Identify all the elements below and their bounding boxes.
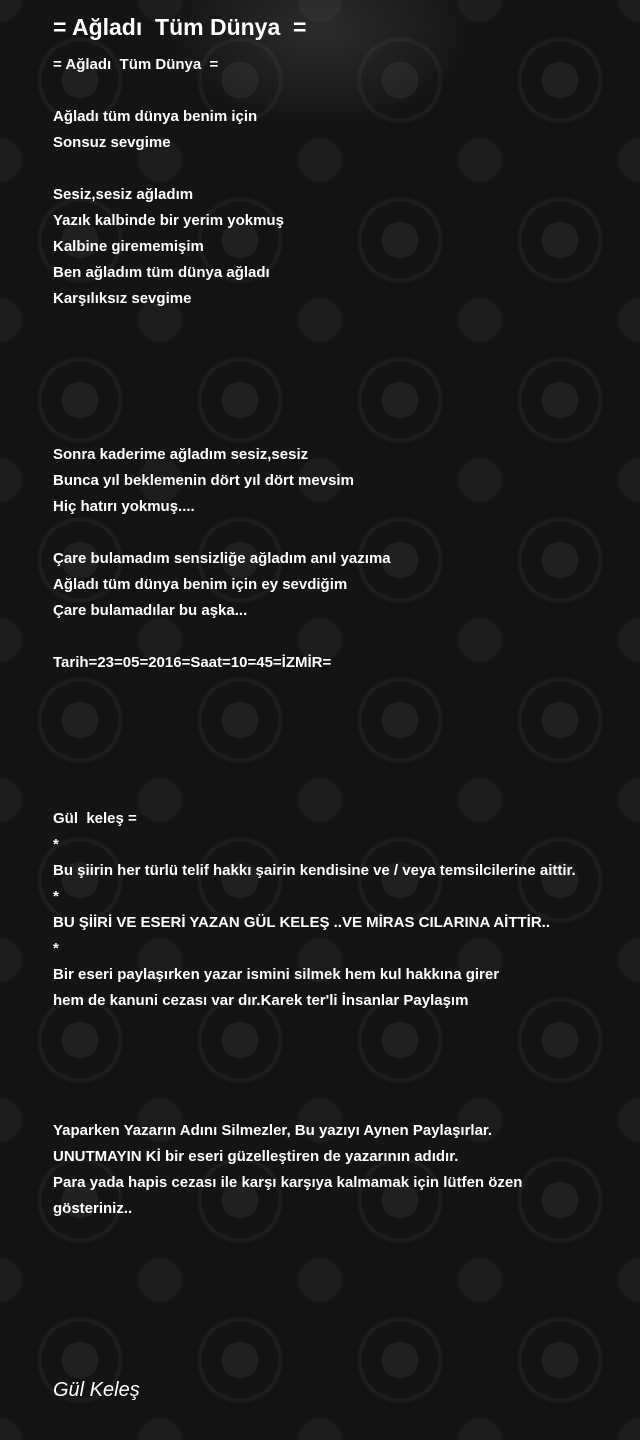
poem-line: Yazık kalbinde bir yerim yokmuş	[53, 212, 284, 229]
poem-line	[53, 1066, 603, 1092]
poem-line: = Ağladı Tüm Dünya =	[53, 56, 219, 73]
poem-line: Kalbine girememişim	[53, 238, 204, 255]
poem-line: Ağladı tüm dünya benim için ey sevdiğim	[53, 576, 348, 593]
poem-line: Çare bulamadım sensizliğe ağladım anıl yazıma	[53, 550, 391, 567]
poem-line	[53, 702, 603, 728]
poem-line	[53, 520, 603, 546]
poem-line: Para yada hapis cezası ile karşı karşıya kalmamak için lütfen özen gösteriniz..	[53, 1174, 527, 1217]
poem-title: = Ağladı Tüm Dünya =	[53, 14, 307, 40]
poem-line: Hiç hatırı yokmuş....	[53, 498, 195, 515]
poem-line: Tarih=23=05=2016=Saat=10=45=İZMİR=	[53, 654, 332, 671]
poem-line: UNUTMAYIN Kİ bir eseri güzelleştiren de yazarının adıdır.	[53, 1148, 459, 1165]
poem-line	[53, 156, 603, 182]
poem-line: Çare bulamadılar bu aşka...	[53, 602, 248, 619]
poem-line: Bunca yıl beklemenin dört yıl dört mevsim	[53, 472, 354, 489]
poem-line: Sesiz,sesiz ağladım	[53, 186, 194, 203]
poem-line: *	[53, 940, 59, 957]
poem-line	[53, 624, 603, 650]
poem-line: Yaparken Yazarın Adını Silmezler, Bu yazıyı Aynen Paylaşırlar.	[53, 1122, 493, 1139]
poem-line: Ben ağladım tüm dünya ağladı	[53, 264, 270, 281]
poem-line	[53, 390, 603, 416]
poem-line: Ağladı tüm dünya benim için	[53, 108, 258, 125]
poem-line	[53, 1092, 603, 1118]
poem-line	[53, 338, 603, 364]
poem-line	[53, 416, 603, 442]
poem-line	[53, 364, 603, 390]
poem-line	[53, 1040, 603, 1066]
poem-line: *	[53, 836, 59, 853]
poem-line	[53, 780, 603, 806]
author-name: Gül Keleş	[53, 1379, 140, 1401]
poem-line	[53, 754, 603, 780]
poem-line: Bir eseri paylaşırken yazar ismini silmek hem kul hakkına girer	[53, 966, 500, 983]
poem-line	[53, 728, 603, 754]
poem-line: Sonra kaderime ağladım sesiz,sesiz	[53, 446, 309, 463]
poem-line	[53, 312, 603, 338]
poem-line	[53, 1014, 603, 1040]
poem-line: Gül keleş =	[53, 810, 137, 827]
poem-line	[53, 78, 603, 104]
poem-line: Bu şiirin her türlü telif hakkı şairin kendisine ve / veya temsilcilerine aittir.	[53, 862, 576, 879]
poem-line: hem de kanuni cezası var dır.Karek ter'li İnsanlar Paylaşım	[53, 992, 469, 1009]
poem-line	[53, 676, 603, 702]
poem-line: *	[53, 888, 59, 905]
poem-body	[53, 52, 603, 1222]
poem-line: BU ŞİİRİ VE ESERİ YAZAN GÜL KELEŞ ..VE MİRAS CILARINA AİTTİR..	[53, 914, 551, 931]
poem-line: Sonsuz sevgime	[53, 134, 171, 151]
poem-line: Karşılıksız sevgime	[53, 290, 192, 307]
